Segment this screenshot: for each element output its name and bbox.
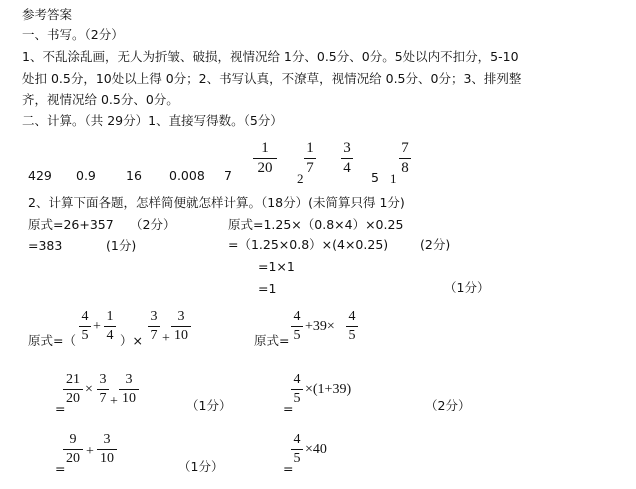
- problem-4-tail-3: ×40: [305, 442, 327, 457]
- fraction-denominator: 4: [343, 160, 351, 176]
- fraction-numerator: 4: [81, 309, 89, 324]
- answer-10-whole: 1: [390, 171, 397, 186]
- problem-3-step-2-fraction-1: [63, 433, 83, 466]
- problem-2-line-1: 原式=1.25×（0.8×4）×0.25: [228, 217, 404, 232]
- answer-7-whole: 2: [297, 171, 304, 186]
- problem-1-score-1: （2分）: [130, 217, 176, 232]
- question-2-heading: 2、计算下面各题，怎样简便就怎样计算。（18分）(未简算只得 1分): [28, 195, 405, 210]
- fraction-denominator: 10: [100, 451, 114, 466]
- fraction-denominator: 20: [66, 391, 80, 406]
- fraction-bar: [291, 326, 303, 327]
- fraction-denominator: 5: [293, 451, 301, 466]
- problem-3-fraction-2: [104, 310, 116, 343]
- fraction-numerator: 4: [348, 309, 356, 324]
- problem-2-line-3: =1×1: [258, 259, 295, 274]
- fraction-numerator: 3: [103, 432, 111, 447]
- fraction-denominator: 4: [106, 328, 114, 343]
- problem-4-score-1: （2分）: [425, 398, 471, 413]
- plus-sign: +: [162, 331, 170, 346]
- fraction-numerator: 21: [66, 372, 80, 387]
- problem-4-step-1-fraction: [291, 373, 303, 406]
- fraction-denominator: 5: [293, 391, 301, 406]
- answer-5: 7: [224, 168, 232, 183]
- fraction-denominator: 5: [81, 328, 89, 343]
- fraction-numerator: 4: [293, 309, 301, 324]
- section-2-heading: 二、计算。（共 29分）1、直接写得数。（5分）: [22, 113, 283, 128]
- answer-2: 0.9: [76, 168, 96, 183]
- answer-6-fraction: [253, 141, 277, 176]
- answer-1: 429: [28, 168, 52, 183]
- problem-3-fraction-1: [79, 310, 91, 343]
- fraction-numerator: 1: [261, 140, 269, 156]
- fraction-bar: [291, 449, 303, 450]
- problem-4-label: 原式=: [254, 333, 290, 348]
- equals-sign: =: [283, 401, 294, 416]
- section-1-line-3: 齐，视情况给 0.5分、0分。: [22, 92, 179, 107]
- fraction-denominator: 5: [293, 328, 301, 343]
- fraction-bar: [346, 326, 358, 327]
- fraction-numerator: 3: [343, 140, 351, 156]
- fraction-numerator: 3: [150, 309, 158, 324]
- fraction-numerator: 3: [125, 372, 133, 387]
- fraction-denominator: 20: [66, 451, 80, 466]
- problem-3-step-2-fraction-2: [97, 433, 117, 466]
- problem-2-line-4: =1: [258, 281, 277, 296]
- problem-2-line-2: =（1.25×0.8）×(4×0.25): [228, 237, 389, 252]
- fraction-bar: [97, 389, 109, 390]
- answer-8-fraction: [341, 141, 353, 176]
- fraction-bar: [148, 326, 160, 327]
- problem-2-score-1: (2分): [420, 237, 451, 252]
- fraction-numerator: 1: [306, 140, 314, 156]
- section-1-line-2: 处扣 0.5分，10处以上得 0分；2、书写认真，不潦草，视情况给 0.5分、0分；3、排列整: [22, 71, 522, 86]
- problem-3-step-1-fraction-1: [63, 373, 83, 406]
- answer-4: 0.008: [169, 168, 205, 183]
- plus-sign: +: [93, 319, 101, 334]
- answer-3: 16: [126, 168, 142, 183]
- answer-10-fraction: [399, 141, 411, 176]
- problem-4-fraction-1: [291, 310, 303, 343]
- problem-3-score-1: （1分）: [186, 398, 232, 413]
- problem-1-line-1: 原式=26+357: [28, 217, 114, 232]
- problem-2-score-2: （1分）: [444, 280, 490, 295]
- equals-sign: =: [55, 401, 66, 416]
- problem-3-score-2: （1分）: [178, 459, 224, 474]
- plus-sign: +: [110, 394, 118, 409]
- answer-7-fraction: [304, 141, 316, 176]
- fraction-denominator: 5: [348, 328, 356, 343]
- fraction-denominator: 10: [174, 328, 188, 343]
- fraction-bar: [341, 158, 353, 159]
- problem-3-fraction-3: [148, 310, 160, 343]
- fraction-denominator: 7: [306, 160, 314, 176]
- fraction-bar: [253, 158, 277, 159]
- fraction-bar: [119, 389, 139, 390]
- fraction-bar: [63, 449, 83, 450]
- fraction-numerator: 9: [69, 432, 77, 447]
- problem-4-tail-1: +39×: [305, 319, 335, 334]
- fraction-numerator: 4: [293, 432, 301, 447]
- fraction-numerator: 3: [177, 309, 185, 324]
- fraction-bar: [97, 449, 117, 450]
- fraction-bar: [104, 326, 116, 327]
- fraction-numerator: 4: [293, 372, 301, 387]
- fraction-bar: [171, 326, 191, 327]
- problem-3-step-1-fraction-3: [119, 373, 139, 406]
- fraction-denominator: 7: [150, 328, 158, 343]
- fraction-denominator: 10: [122, 391, 136, 406]
- section-1-line-1: 1、不乱涂乱画，无人为折皱、破损，视情况给 1分、0.5分、0分。5处以内不扣分，5-10: [22, 49, 519, 64]
- times-sign: ×: [85, 382, 93, 397]
- problem-1-score-2: (1分): [106, 238, 137, 253]
- problem-3-fraction-4: [171, 310, 191, 343]
- fraction-numerator: 3: [99, 372, 107, 387]
- fraction-bar: [399, 158, 411, 159]
- problem-4-step-2-fraction: [291, 433, 303, 466]
- fraction-numerator: 1: [106, 309, 114, 324]
- fraction-bar: [79, 326, 91, 327]
- fraction-denominator: 8: [401, 160, 409, 176]
- problem-4-fraction-2: [346, 310, 358, 343]
- equals-sign: =: [55, 461, 66, 476]
- section-1-heading: 一、书写。（2分）: [22, 27, 124, 42]
- fraction-denominator: 7: [99, 391, 107, 406]
- answer-9: 5: [371, 170, 379, 185]
- problem-3-step-1-fraction-2: [97, 373, 109, 406]
- fraction-denominator: 20: [257, 160, 273, 176]
- close-paren-times: ）×: [120, 333, 143, 348]
- equals-sign: =: [283, 461, 294, 476]
- fraction-numerator: 7: [401, 140, 409, 156]
- fraction-bar: [291, 389, 303, 390]
- problem-3-label: 原式=（: [28, 333, 76, 348]
- problem-1-line-2: =383: [28, 238, 63, 253]
- plus-sign: +: [86, 444, 94, 459]
- problem-4-tail-2: ×(1+39): [305, 382, 352, 397]
- fraction-bar: [304, 158, 316, 159]
- doc-title: 参考答案: [22, 7, 73, 22]
- fraction-bar: [63, 389, 83, 390]
